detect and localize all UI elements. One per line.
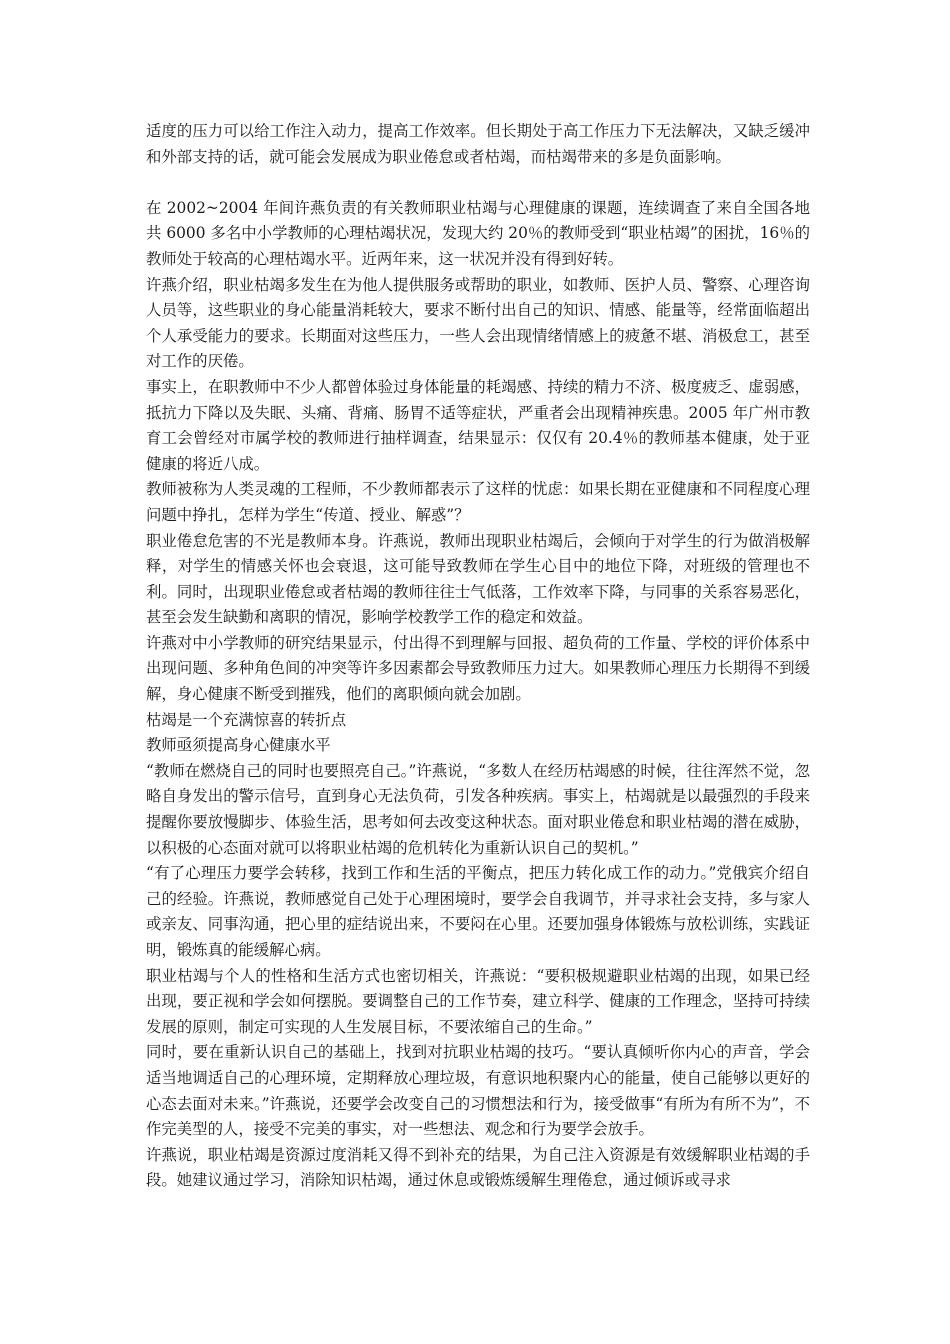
- paragraph-spacer: [146, 170, 810, 196]
- paragraph-symptoms: 事实上，在职教师中不少人都曾体验过身体能量的耗竭感、持续的精力不济、极度疲乏、虚弱感，抵抗力下降以及失眠、头痛、背痛、肠胃不适等症状，严重者会出现精神疾患。2005 年广州市教育工会曾经对市属学校的教师进行抽样调查，结果显示：仅仅有 20.4％的教师基本健康，处于亚健康的将近八成。: [146, 377, 810, 473]
- section-heading-turning-point: 枯竭是一个充满惊喜的转折点: [146, 710, 347, 729]
- paragraph-survey: 在 2002~2004 年间许燕负责的有关教师职业枯竭与心理健康的课题，连续调查了来自全国各地共 6000 多名中小学教师的心理枯竭状况，发现大约 20％的教师受到“职业枯竭”的困扰，16％的教师处于较高的心理枯竭水平。近两年来，这一状况并没有得到好转。: [146, 198, 810, 268]
- paragraph-harm: 职业倦怠危害的不光是教师本身。许燕说，教师出现职业枯竭后，会倾向于对学生的行为做消极解释，对学生的情感关怀也会衰退，这可能导致教师在学生心目中的地位下降，对班级的管理也不利。同时，出现职业倦怠或者枯竭的教师往往士气低落，工作效率下降，与同事的关系容易恶化，甚至会发生缺勤和离职的情况，影响学校教学工作的稳定和效益。: [146, 531, 810, 627]
- paragraph-research-results: 许燕对中小学教师的研究结果显示，付出得不到理解与回报、超负荷的工作量、学校的评价体系中出现问题、多种角色间的冲突等许多因素都会导致教师压力过大。如果教师心理压力长期得不到缓解，身心健康不断受到摧残，他们的离职倾向就会加剧。: [146, 633, 810, 704]
- paragraph-techniques: 同时，要在重新认识自己的基础上，找到对抗职业枯竭的技巧。“要认真倾听你内心的声音，学会适当地调适自己的心理环境，定期释放心理垃圾，有意识地积聚内心的能量，使自己能够以更好的心态去面对未来。”许燕说，还要学会改变自己的习惯想法和行为，接受做事“有所为有所不为”，不作完美型的人，接受不完美的事实，对一些想法、观念和行为要学会放手。: [146, 1043, 810, 1139]
- paragraph-engineers-of-soul: 教师被称为人类灵魂的工程师，不少教师都表示了这样的忧虑：如果长期在亚健康和不同程度心理问题中挣扎，怎样为学生“传道、授业、解惑”？: [146, 480, 810, 524]
- paragraph-personality: 职业枯竭与个人的性格和生活方式也密切相关，许燕说：“要积极规避职业枯竭的出现，如果已经出现，要正视和学会如何摆脱。要调整自己的工作节奏，建立科学、健康的工作理念，坚持可持续发展的原则，制定可实现的人生发展目标，不要浓缩自己的生命。”: [146, 966, 810, 1036]
- paragraph-resources: 许燕说，职业枯竭是资源过度消耗又得不到补充的结果，为自己注入资源是有效缓解职业枯竭的手段。她建议通过学习，消除知识枯竭，通过休息或锻炼缓解生理倦怠，通过倾诉或寻求: [146, 1145, 810, 1190]
- paragraph-pressure-intro: 适度的压力可以给工作注入动力，提高工作效率。但长期处于高工作压力下无法解决，又缺乏缓冲和外部支持的话，就可能会发展成为职业倦怠或者枯竭，而枯竭带来的多是负面影响。: [146, 122, 810, 166]
- document-body: [146, 119, 810, 1194]
- paragraph-transfer-pressure: “有了心理压力要学会转移，找到工作和生活的平衡点，把压力转化成工作的动力。”党俄宾介绍自己的经验。许燕说，教师感觉自己处于心理困境时，要学会自我调节，并寻求社会支持，多与家人或亲友、同事沟通，把心里的症结说出来，不要闷在心里。还要加强身体锻炼与放松训练，实践证明，锻炼真的能缓解心病。: [146, 864, 810, 959]
- paragraph-occupations: 许燕介绍，职业枯竭多发生在为他人提供服务或帮助的职业，如教师、医护人员、警察、心理咨询人员等，这些职业的身心能量消耗较大，要求不断付出自己的知识、情感、能量等，经常面临超出个人承受能力的要求。长期面对这些压力，一些人会出现情绪情感上的疲惫不堪、消极怠工，甚至对工作的厌倦。: [146, 275, 810, 371]
- paragraph-burning-quote: “教师在燃烧自己的同时也要照亮自己。”许燕说，“多数人在经历枯竭感的时候，往往浑然不觉，忽略自身发出的警示信号，直到身心无法负荷，引发各种疾病。事实上，枯竭就是以最强烈的手段来提醒你要放慢脚步、体验生活，思考如何去改变这种状态。面对职业倦怠和职业枯竭的潜在威胁，以积极的心态面对就可以将职业枯竭的危机转化为重新认识自己的契机。”: [146, 761, 810, 857]
- section-heading-health: 教师亟须提高身心健康水平: [146, 736, 331, 755]
